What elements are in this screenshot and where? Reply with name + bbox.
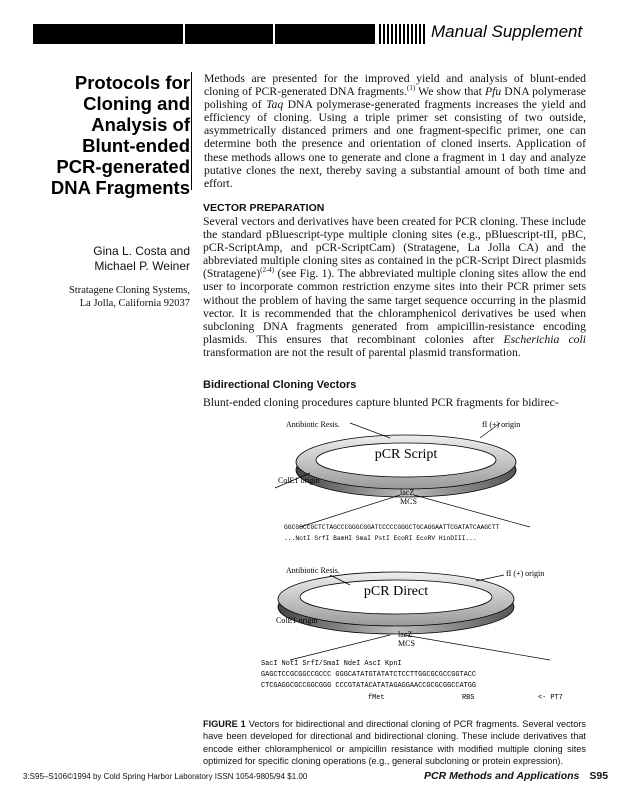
cole1-origin-label: ColE1 origin <box>276 616 318 625</box>
pcr-script-label: pCR Script <box>374 447 438 462</box>
sequence-bottom-strand: CTCGAGGCGCCGGCGGG CCCGTATACATATAGAGGAACCGCGCGGCCATGG <box>261 682 477 690</box>
abstract: Methods are presented for the improved yield and analysis of blunt-ended cloning of PCR-generated DNA fragments.$^{(1)}$ We show that Pfu DNA polymerase polishing of Taq DNA polymerase-generated fragments increases the yield and efficiency of cloning. Using a triple primer set consisting of two outside, asymmetrically distanced primers and one fragment-specific primer, one can determine both the presence and orientation of cloned inserts. Application of these methods allows one to generate and clone a fragment in 1 day and analyze putative clones the next, thereby saving a substantial amount of both time and effort. <box>191 72 586 190</box>
f1-origin-label: fI (+) origin <box>482 420 521 429</box>
pcr-script-plasmid <box>275 423 530 527</box>
footer-copyright: 3:S95–S106©1994 by Cold Spring Harbor Laboratory ISSN 1054-9805/94 $1.00 <box>23 772 308 781</box>
pcr-direct-label: pCR Direct <box>363 584 429 599</box>
article-title: Protocols for Cloning and Analysis of Blunt-ended PCR-generated DNA Fragments <box>50 72 190 198</box>
mcs-label: MCS <box>398 639 415 648</box>
antibiotic-resis-label: Antibiotic Resis. <box>286 566 340 575</box>
figure-1 <box>200 415 600 715</box>
footer-journal: PCR Methods and Applications S95 <box>424 770 609 782</box>
body-paragraph: Blunt-ended cloning procedures capture blunted PCR fragments for bidirec- <box>203 396 559 409</box>
header-black-bar <box>33 24 375 44</box>
header-band <box>33 24 620 44</box>
figure-label: FIGURE 1 <box>203 719 246 729</box>
lacz-label: lacZ <box>400 488 415 497</box>
cole1-origin-label: ColE1 origin <box>278 476 320 485</box>
fmet-label: fMet <box>368 694 385 702</box>
subsection-heading: Bidirectional Cloning Vectors <box>203 379 357 391</box>
lacz-label: lacZ <box>398 630 413 639</box>
antibiotic-resis-label: Antibiotic Resis. <box>286 420 340 429</box>
header-title: Manual Supplement <box>431 22 583 41</box>
body-paragraph: Several vectors and derivatives have been created for PCR cloning. These include the standard pBluescript-type multiple cloning sites (e.g., pBluescript-tII, pBC, pCR-ScriptAmp, and pCR-ScriptCam) (Stratagene, La Jolla CA) and the abbreviated multiple cloning sites as contained in the pCR-Script Direct plasmids (Stratagene)$^{(2-4)}$ (see Fig. 1). The abbreviated multiple cloning sites allow the end user to incorporate common restriction enzyme sites into their PCR primer sets without the problem of having the same target sequence occurring in the plasmid vector. It is recommended that the chloramphenicol derivatives be used when subcloning DNA fragments generated from ampicillin-resistance encoding plasmids. This ensures that recombinant colonies after Escherichia coli transformation are not the result of parental plasmid transformation. <box>203 215 586 359</box>
header-barcode-bars <box>379 24 425 44</box>
mcs-sequence: GGCGGCCGCTCTAGCCCGGGCGGATCCCCCGGGCTGCAGGAATTCGATATCAAGCTT <box>284 524 500 531</box>
affiliation: Stratagene Cloning Systems, La Jolla, California 92037 <box>68 285 190 309</box>
page-number: S95 <box>589 770 609 782</box>
vector-preparation-section <box>203 202 586 359</box>
left-column <box>20 72 190 310</box>
figure-caption: FIGURE 1 Vectors for bidirectional and directional cloning of PCR fragments. Several vectors have been developed for directional and bidirectional cloning. These include derivatives that encode either chloramphenicol or ampicillin resistance with modified multiple cloning sites optimized for specific cloning operations (e.g., general subcloning or protein expression). <box>203 719 586 766</box>
mcs-sites: ...NotI SrfI BamHI SmaI PstI EcoRI EcoRV HinDIII... <box>284 535 477 542</box>
restriction-sites: SacI NotI SrfI/SmaI NdeI AscI KpnI <box>261 660 402 668</box>
f1-origin-label: fI (+) origin <box>506 569 545 578</box>
bidirectional-section <box>203 379 586 409</box>
pt7-label: <- PT7 <box>538 694 563 702</box>
vector-map-diagram <box>200 415 600 715</box>
sequence-top-strand: GAGCTCCGCGGCCGCCC GGGCATATGTATATCTCCTTGGCGCGCCGGTACC <box>261 671 477 679</box>
section-heading: VECTOR PREPARATION <box>203 202 325 214</box>
rbs-label: RBS <box>462 694 475 702</box>
authors: Gina L. Costa and Michael P. Weiner <box>93 244 190 273</box>
mcs-label: MCS <box>400 497 417 506</box>
